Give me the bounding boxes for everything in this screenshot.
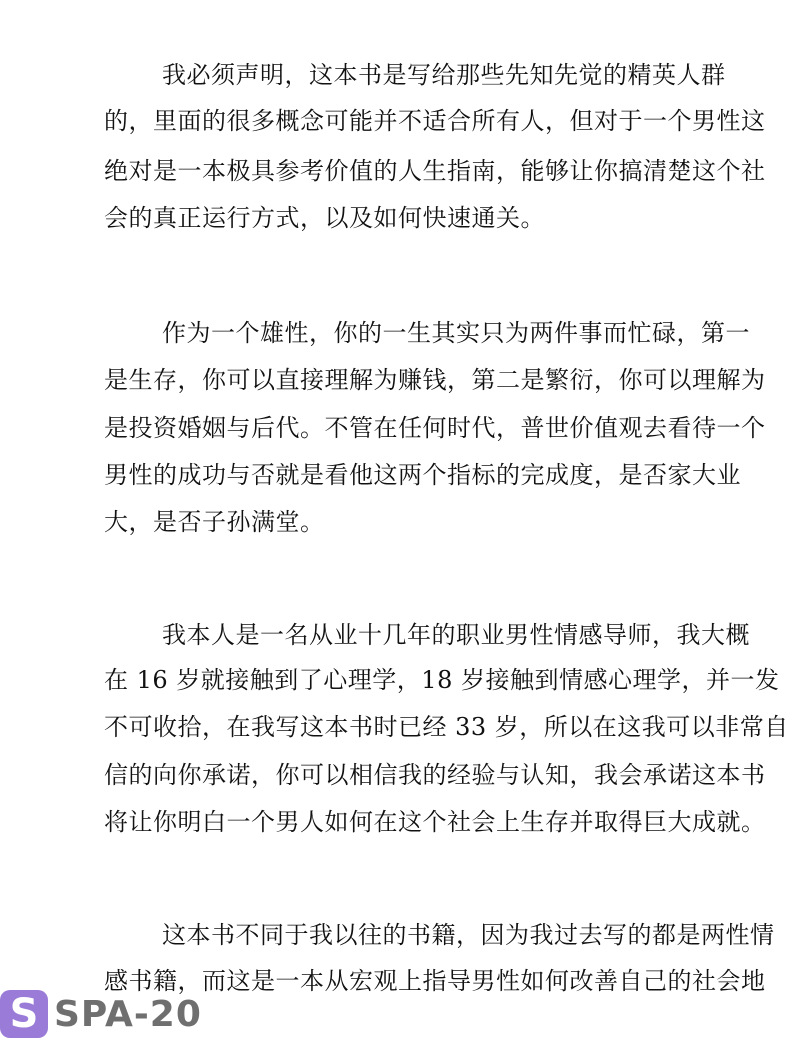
paragraph-4-line-2: 感书籍，而这是一本从宏观上指导男性如何改善自己的社会地 — [104, 967, 766, 995]
paragraph-3-line-5: 将让你明白一个男人如何在这个社会上生存并取得巨大成就。 — [104, 808, 766, 836]
paragraph-3-line-4: 信的向你承诺，你可以相信我的经验与认知，我会承诺这本书 — [104, 761, 766, 789]
paragraph-2-line-1: 作为一个雄性，你的一生其实只为两件事而忙碌，第一 — [162, 319, 750, 347]
watermark-badge: S — [0, 990, 48, 1038]
paragraph-1-line-4: 会的真正运行方式，以及如何快速通关。 — [104, 204, 545, 232]
watermark — [0, 987, 202, 1041]
paragraph-1-line-2: 的，里面的很多概念可能并不适合所有人，但对于一个男性这 — [104, 107, 766, 135]
paragraph-3-line-1: 我本人是一名从业十几年的职业男性情感导师，我大概 — [162, 621, 750, 649]
paragraph-4-line-1: 这本书不同于我以往的书籍，因为我过去写的都是两性情 — [162, 921, 775, 949]
watermark-text: SPA-20 — [54, 993, 202, 1035]
paragraph-2-line-4: 男性的成功与否就是看他这两个指标的完成度，是否家大业 — [104, 461, 741, 489]
paragraph-1-line-3: 绝对是一本极具参考价值的人生指南，能够让你搞清楚这个社 — [104, 157, 766, 185]
paragraph-2-line-2: 是生存，你可以直接理解为赚钱，第二是繁衍，你可以理解为 — [104, 366, 766, 394]
paragraph-3-line-3: 不可收拾，在我写这本书时已经 33 岁，所以在这我可以非常自 — [104, 713, 789, 741]
paragraph-2-line-3: 是投资婚姻与后代。不管在任何时代，普世价值观去看待一个 — [104, 414, 766, 442]
paragraph-1-line-1: 我必须声明，这本书是写给那些先知先觉的精英人群 — [162, 61, 726, 89]
paragraph-3-line-2: 在 16 岁就接触到了心理学，18 岁接触到情感心理学，并一发 — [104, 666, 780, 694]
paragraph-2-line-5: 大，是否子孙满堂。 — [104, 508, 325, 536]
